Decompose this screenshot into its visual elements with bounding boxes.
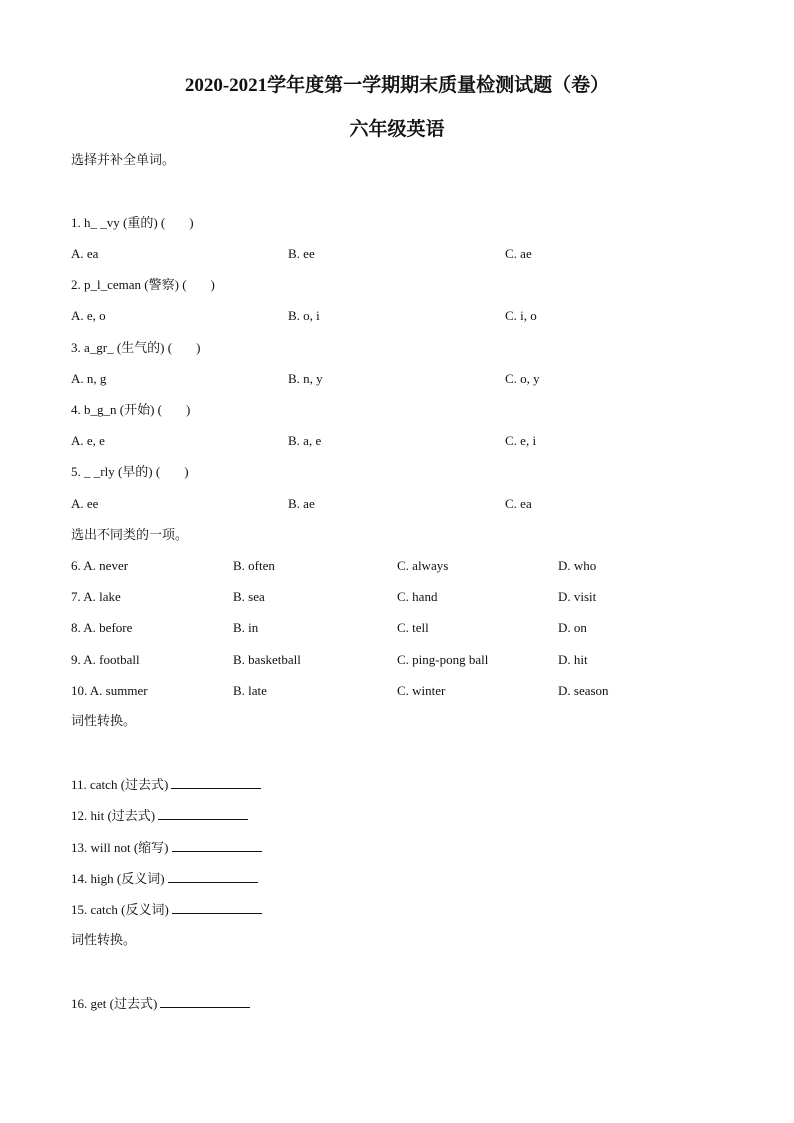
- question-text: 3. a_gr_ (生气的) (: [71, 340, 173, 355]
- row-option-a: 8. A. before: [71, 620, 133, 635]
- row-option-d: D. visit: [558, 589, 597, 604]
- option-b: B. ee: [288, 246, 315, 261]
- option-c: C. e, i: [505, 433, 537, 448]
- page-title: 2020-2021学年度第一学期期末质量检测试题（卷）: [184, 75, 610, 96]
- section-instruction: 词性转换。: [71, 932, 137, 947]
- fill-item-text: 15. catch (反义词): [71, 902, 169, 917]
- fill-item: [71, 870, 258, 887]
- option-a: A. n, g: [71, 371, 107, 386]
- option-b: B. n, y: [288, 371, 323, 386]
- row-option-b: B. basketball: [233, 652, 301, 667]
- option-b: B. ae: [288, 496, 315, 511]
- fill-item: [71, 839, 262, 856]
- section-instruction: 选择并补全单词。: [71, 152, 176, 167]
- option-a: A. e, o: [71, 308, 106, 323]
- question-text: 5. _ _rly (早的) (: [71, 464, 161, 479]
- fill-item: [71, 901, 262, 918]
- fill-item-text: 12. hit (过去式): [71, 808, 156, 823]
- answer-blank[interactable]: [168, 870, 258, 883]
- question-text: 4. b_g_n (开始) (: [71, 402, 162, 417]
- paren-close: ): [189, 215, 194, 230]
- paren-close: ): [184, 464, 189, 479]
- option-c: C. ae: [505, 246, 532, 261]
- row-option-a: 10. A. summer: [71, 683, 148, 698]
- paren-close: ): [186, 402, 191, 417]
- option-b: B. o, i: [288, 308, 320, 323]
- question-stem: [71, 215, 194, 231]
- row-option-d: D. who: [558, 558, 597, 573]
- paren-close: ): [210, 277, 215, 292]
- fill-item: [71, 776, 261, 793]
- row-option-c: C. ping-pong ball: [397, 652, 489, 667]
- answer-blank[interactable]: [158, 807, 248, 820]
- row-option-b: B. often: [233, 558, 275, 573]
- fill-item-text: 16. get (过去式): [71, 996, 158, 1011]
- row-option-c: C. hand: [397, 589, 438, 604]
- fill-item: [71, 995, 250, 1012]
- row-option-c: C. always: [397, 558, 449, 573]
- fill-item-text: 13. will not (缩写): [71, 840, 169, 855]
- option-c: C. ea: [505, 496, 532, 511]
- row-option-b: B. in: [233, 620, 259, 635]
- row-option-b: B. sea: [233, 589, 265, 604]
- question-text: 2. p_l_ceman (警察) (: [71, 277, 187, 292]
- row-option-c: C. winter: [397, 683, 446, 698]
- row-option-a: 9. A. football: [71, 652, 140, 667]
- row-option-d: D. season: [558, 683, 609, 698]
- option-c: C. o, y: [505, 371, 540, 386]
- question-stem: [71, 464, 189, 480]
- answer-blank[interactable]: [172, 839, 262, 852]
- page-subtitle: 六年级英语: [349, 119, 445, 140]
- option-b: B. a, e: [288, 433, 322, 448]
- fill-item-text: 14. high (反义词): [71, 871, 165, 886]
- paren-close: ): [196, 340, 201, 355]
- answer-blank[interactable]: [160, 995, 250, 1008]
- answer-blank[interactable]: [171, 776, 261, 789]
- option-c: C. i, o: [505, 308, 537, 323]
- question-text: 1. h_ _vy (重的) (: [71, 215, 166, 230]
- option-a: A. ea: [71, 246, 99, 261]
- answer-blank[interactable]: [172, 901, 262, 914]
- row-option-c: C. tell: [397, 620, 429, 635]
- fill-item: [71, 807, 248, 824]
- row-option-a: 6. A. never: [71, 558, 129, 573]
- row-option-d: D. hit: [558, 652, 588, 667]
- row-option-a: 7. A. lake: [71, 589, 121, 604]
- row-option-b: B. late: [233, 683, 267, 698]
- section-instruction: 选出不同类的一项。: [71, 527, 189, 542]
- row-option-d: D. on: [558, 620, 587, 635]
- question-stem: [71, 340, 200, 356]
- option-a: A. ee: [71, 496, 99, 511]
- question-stem: [71, 402, 190, 418]
- fill-item-text: 11. catch (过去式): [71, 777, 169, 792]
- section-instruction: 词性转换。: [71, 713, 137, 728]
- option-a: A. e, e: [71, 433, 105, 448]
- question-stem: [71, 277, 215, 293]
